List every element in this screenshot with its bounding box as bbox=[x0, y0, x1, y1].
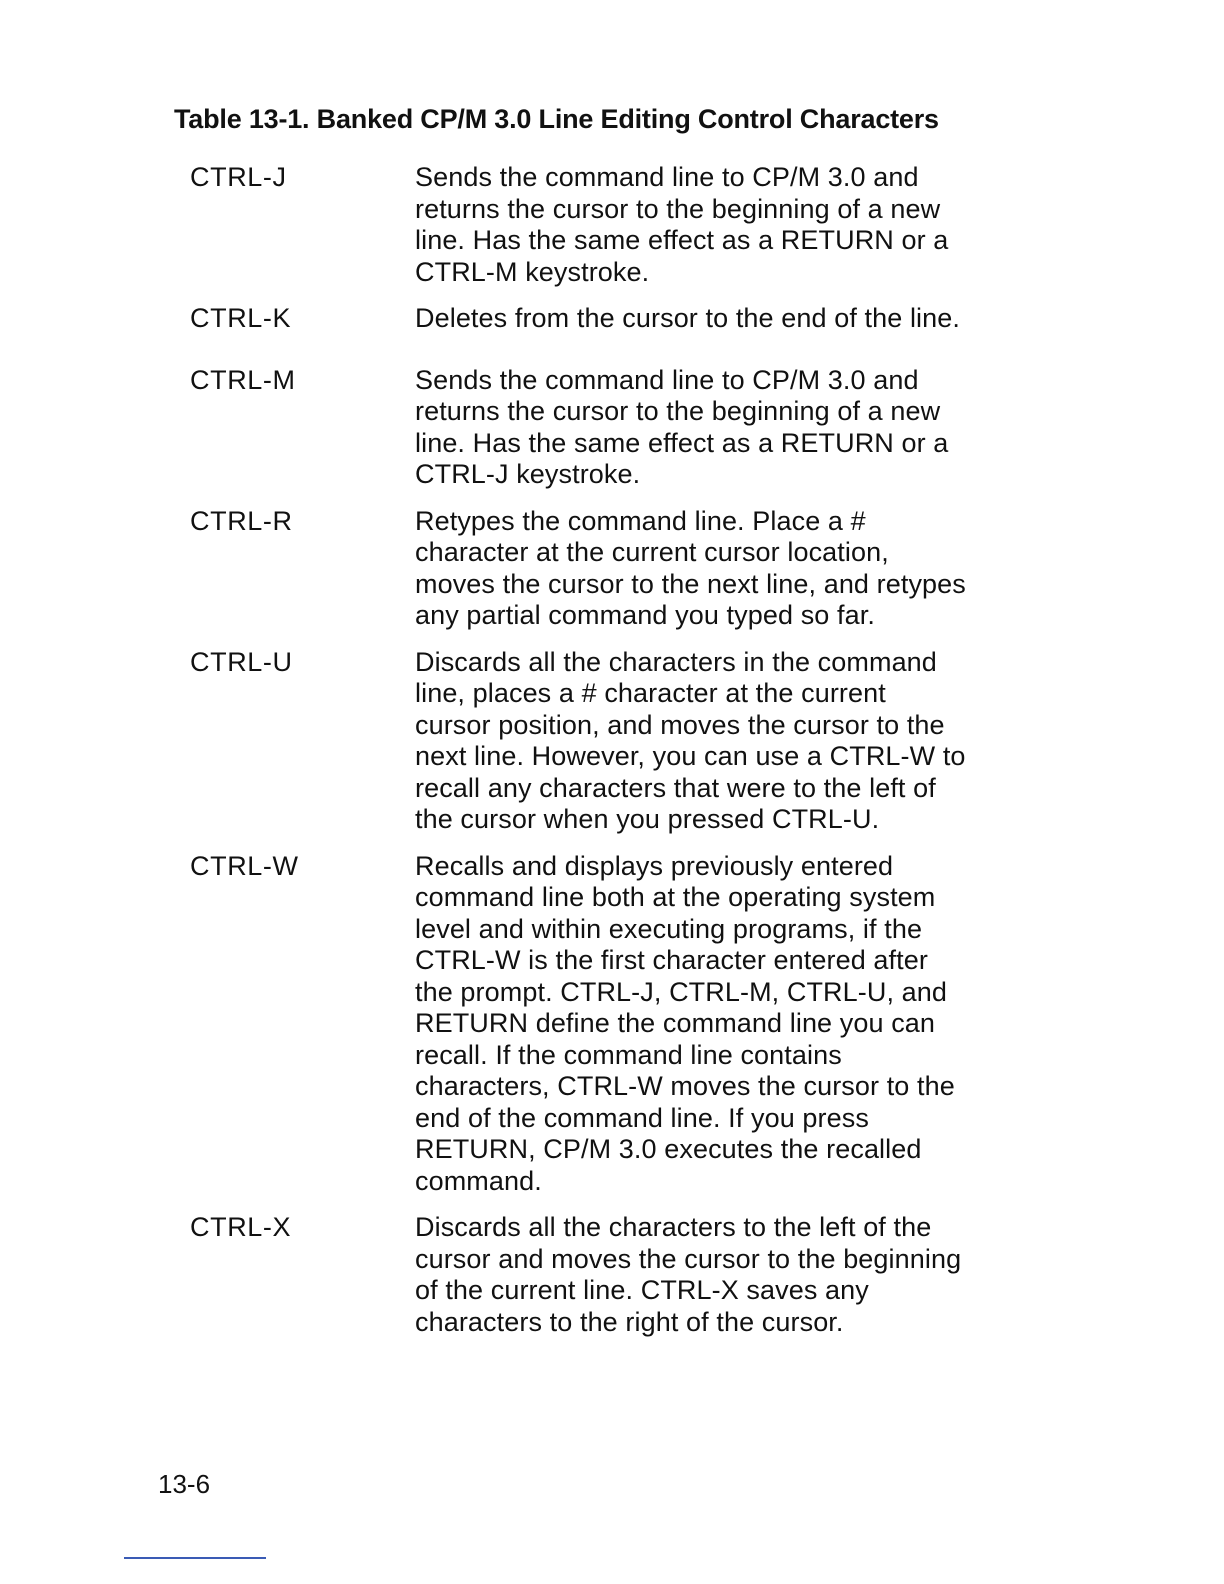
table-row-ctrl-k bbox=[190, 303, 1020, 335]
control-key: CTRL-X bbox=[190, 1212, 292, 1242]
control-key: CTRL-J bbox=[190, 162, 287, 192]
table-row-ctrl-m bbox=[190, 365, 1020, 491]
table-title: Table 13-1. Banked CP/M 3.0 Line Editing Control Characters bbox=[174, 104, 939, 134]
control-description: Retypes the command line. Place a # character at the current cursor location, moves the cursor to the next line, and retypes any partial command you typed so far. bbox=[415, 505, 966, 630]
control-characters-table bbox=[190, 162, 1020, 1338]
table-row-ctrl-j bbox=[190, 162, 1020, 288]
footer-rule bbox=[124, 1557, 266, 1559]
page-number: 13-6 bbox=[158, 1469, 211, 1499]
table-row-ctrl-u bbox=[190, 647, 1020, 836]
control-description: Recalls and displays previously entered command line both at the operating system level and within executing programs, if the CTRL-W is the first character entered after the prompt. CTRL-J, CTRL-M, CTRL-U, and RETURN define the command line you can recall. If the command line contains characters, CTRL-W moves the cursor to the end of the command line. If you press RETURN, CP/M 3.0 executes the recalled command. bbox=[415, 850, 955, 1196]
control-description: Discards all the characters to the left of the cursor and moves the cursor to the beginning of the current line. CTRL-X saves any characters to the right of the cursor. bbox=[415, 1212, 962, 1337]
control-key: CTRL-R bbox=[190, 505, 293, 536]
control-key: CTRL-M bbox=[190, 364, 296, 395]
control-key: CTRL-K bbox=[190, 303, 292, 333]
table-row-ctrl-w bbox=[190, 851, 1020, 1198]
control-description: Discards all the characters in the command line, places a # character at the current cursor position, and moves the cursor to the next line. However, you can use a CTRL-W to recall any characters that were to the left of the cursor when you pressed CTRL-U. bbox=[415, 646, 966, 834]
control-description: Deletes from the cursor to the end of the line. bbox=[415, 303, 960, 333]
control-description: Sends the command line to CP/M 3.0 and returns the cursor to the beginning of a new line. Has the same effect as a RETURN or a CTRL-M keystroke. bbox=[415, 162, 949, 287]
table-row-ctrl-r bbox=[190, 506, 1020, 632]
control-key: CTRL-U bbox=[190, 646, 293, 677]
table-row-ctrl-x bbox=[190, 1212, 1020, 1338]
control-description: Sends the command line to CP/M 3.0 and returns the cursor to the beginning of a new line. Has the same effect as a RETURN or a CTRL-J keystroke. bbox=[415, 364, 949, 489]
control-key: CTRL-W bbox=[190, 850, 299, 881]
